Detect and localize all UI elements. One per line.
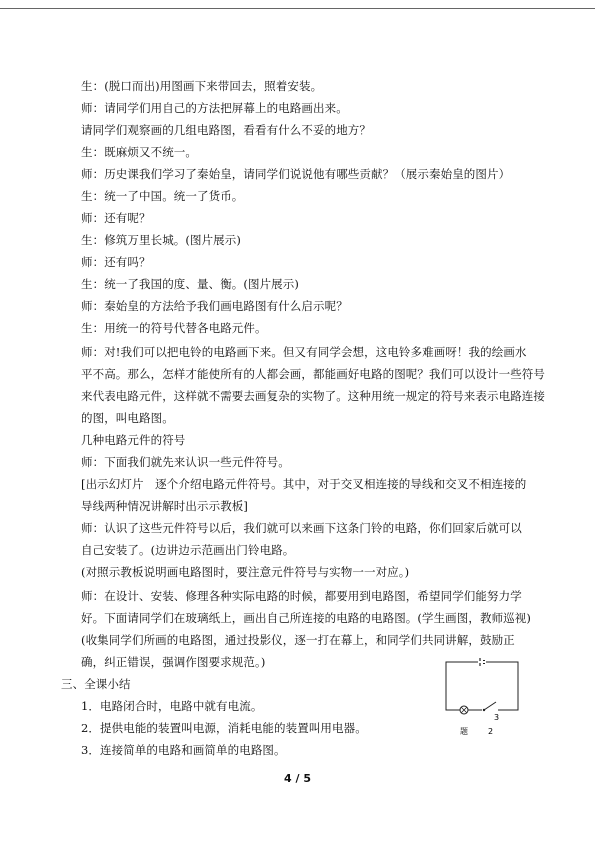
figure-label-right: 2	[488, 727, 494, 736]
section-heading: 三、全课小结	[61, 677, 131, 691]
figure-label-left: 题	[460, 727, 468, 736]
text-line: 师：认识了这些元件符号以后，我们就可以来画下这条门铃的电路，你们回家后就可以	[81, 521, 522, 535]
text-line: 师：秦始皇的方法给予我们画电路图有什么启示呢？	[81, 299, 348, 313]
battery-gap	[478, 661, 486, 663]
text-line: 平不高。那么，怎样才能使所有的人都会画，都能画好电路的图呢？我们可以设计一些符号	[81, 367, 545, 381]
text-line: 生：修筑万里长城。(图片展示)	[81, 233, 241, 247]
text-line: 生：(脱口而出)用图画下来带回去，照着安装。	[81, 79, 323, 93]
text-line: 的图，叫电路图。	[81, 411, 174, 425]
page-number: 4 / 5	[284, 772, 311, 785]
text-line: 生：既麻烦又不统一。	[81, 145, 197, 159]
text-line: 师：对!我们可以把电铃的电路画下来。但又有同学会想，这电铃多难画呀！我的绘画水	[81, 345, 527, 359]
text-line: 师：在设计、安装、修理各种实际电路的时候，都要用到电路图，希望同学们能努力学	[81, 589, 522, 603]
text-line: (收集同学们所画的电路图，通过投影仪，逐一打在幕上，和同学们共同讲解，鼓励正	[81, 633, 515, 647]
list-item: 1．电路闭合时，电路中就有电流。	[81, 699, 263, 713]
text-line: 师：还有呢？	[81, 211, 151, 225]
text-line: 来代表电路元件，这样就不需要去画复杂的实物了。这种用统一规定的符号来表示电路连接	[81, 389, 545, 403]
text-line: (对照示教板说明画电路图时，要注意元件符号与实物一一对应。)	[81, 565, 410, 579]
figure-label-3: 3	[494, 713, 500, 722]
text-line: 确，纠正错误，强调作图要求规范。)	[81, 655, 266, 669]
text-line: 生：统一了我国的度、量、衡。(图片展示)	[81, 277, 299, 291]
list-item: 2．提供电能的装置叫电源，消耗电能的装置叫用电器。	[81, 721, 367, 735]
text-line: 好。下面请同学们在玻璃纸上，画出自己所连接的电路的电路图。(学生画图，教师巡视)	[81, 611, 531, 625]
text-line: 师：下面我们就先来认识一些元件符号。	[81, 455, 290, 469]
circuit-diagram	[442, 652, 522, 742]
list-item: 3．连接简单的电路和画简单的电路图。	[81, 743, 286, 757]
circuit-wire	[446, 662, 518, 710]
text-line: 自己安装了。(边讲边示范画出门铃电路。	[81, 543, 295, 557]
section-heading: 几种电路元件的符号	[81, 433, 186, 447]
text-line: 师：历史课我们学习了秦始皇，请同学们说说他有哪些贡献？（展示秦始皇的图片）	[81, 167, 511, 181]
text-line: 师：请同学们用自己的方法把屏幕上的电路画出来。	[81, 101, 348, 115]
text-line: [出示幻灯片 逐个介绍电路元件符号。其中，对于交叉相连接的导线和交叉不相连接的	[81, 477, 527, 491]
text-line: 生：用统一的符号代替各电路元件。	[81, 321, 267, 335]
text-line: 请同学们观察画的几组电路图，看看有什么不妥的地方？	[81, 123, 371, 137]
text-line: 生：统一了中国。统一了货币。	[81, 189, 244, 203]
text-line: 导线两种情况讲解时出示示教板]	[81, 499, 248, 513]
text-line: 师：还有吗？	[81, 255, 151, 269]
